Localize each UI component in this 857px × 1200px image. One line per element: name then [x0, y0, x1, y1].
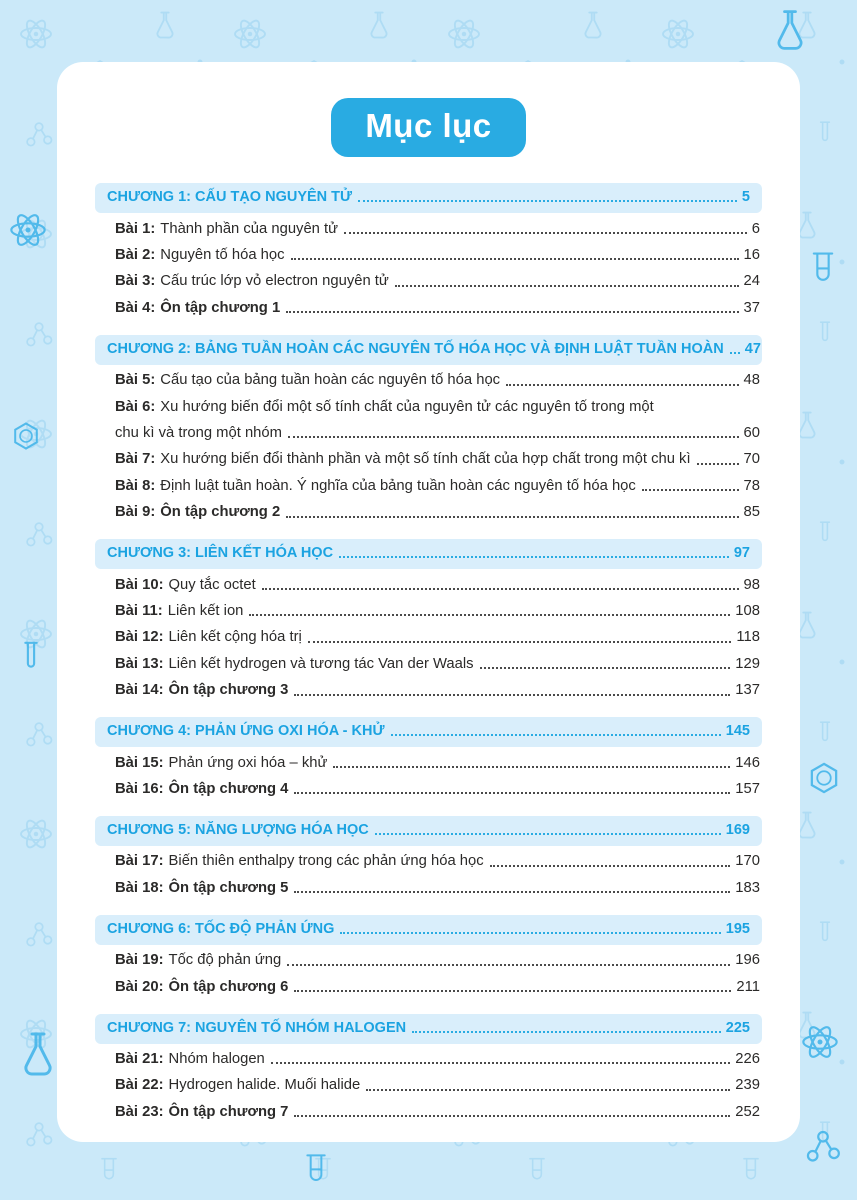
- dot-leader: [697, 463, 739, 465]
- chapter-page-number: 169: [725, 821, 750, 838]
- toc-lesson-row: [95, 572, 762, 598]
- dot-leader: [271, 1062, 731, 1064]
- dot-leader: [366, 1089, 730, 1091]
- lesson-page-number: 146: [735, 754, 760, 771]
- toc-lesson-row: [95, 269, 762, 295]
- toc-lesson-row: [95, 500, 762, 526]
- chapter-lessons: [95, 750, 762, 803]
- chapter-title: CHƯƠNG 6: TỐC ĐỘ PHẢN ỨNG: [107, 920, 335, 937]
- toc-chapter: [95, 915, 762, 1001]
- chapter-lessons: [95, 216, 762, 322]
- dot-leader: [339, 556, 729, 558]
- dot-leader: [391, 734, 721, 736]
- toc-lesson-row: [95, 295, 762, 321]
- lesson-page-number: 108: [735, 602, 760, 619]
- toc-lesson-row: [95, 875, 762, 901]
- lesson-page-number: 170: [735, 853, 760, 870]
- toc-lesson-row: [95, 242, 762, 268]
- toc-lesson-row-continuation: [95, 420, 762, 446]
- lesson-page-number: 6: [751, 220, 760, 237]
- page-title: Mục lục: [331, 98, 525, 157]
- toc-lesson-row: [95, 777, 762, 803]
- chapter-page-number: 225: [725, 1019, 750, 1036]
- lesson-title: Phản ứng oxi hóa – khử: [168, 754, 328, 771]
- lesson-title: Liên kết cộng hóa trị: [168, 629, 302, 646]
- chapter-title: CHƯƠNG 3: LIÊN KẾT HÓA HỌC: [107, 545, 334, 562]
- lesson-page-number: 78: [743, 477, 760, 494]
- lesson-title: Tốc độ phản ứng: [168, 952, 282, 969]
- lesson-title: chu kì và trong một nhóm: [115, 424, 282, 441]
- dot-leader: [294, 891, 730, 893]
- lesson-page-number: 226: [735, 1051, 760, 1068]
- toc-lesson-row: [95, 216, 762, 242]
- lesson-number: Bài 9:: [115, 504, 156, 521]
- dot-leader: [506, 384, 738, 386]
- chapter-page-number: 5: [741, 189, 750, 205]
- lesson-title: Xu hướng biến đổi thành phần và một số tính chất của hợp chất trong một chu kì: [160, 451, 691, 468]
- toc-lesson-row: [95, 447, 762, 473]
- chapter-page-number: 195: [725, 920, 750, 937]
- dot-leader: [308, 641, 732, 643]
- lesson-page-number: 70: [743, 451, 760, 468]
- lesson-title: Ôn tập chương 4: [168, 781, 289, 797]
- toc-lesson-row: [95, 625, 762, 651]
- chapter-heading-row: [95, 816, 762, 846]
- lesson-number: Bài 5:: [115, 372, 156, 389]
- dot-leader: [294, 1115, 730, 1117]
- lesson-page-number: 157: [735, 781, 760, 797]
- lesson-number: Bài 18:: [115, 879, 164, 896]
- lesson-number: Bài 21:: [115, 1051, 164, 1068]
- toc-lesson-row: [95, 1073, 762, 1099]
- lesson-title: Hydrogen halide. Muối halide: [168, 1077, 361, 1094]
- dot-leader: [249, 614, 730, 616]
- dot-leader: [375, 833, 721, 835]
- lesson-page-number: 98: [743, 576, 760, 593]
- lesson-title: Ôn tập chương 2: [160, 504, 281, 521]
- lesson-number: Bài 20:: [115, 978, 164, 995]
- lesson-number: Bài 13:: [115, 655, 164, 672]
- dot-leader: [286, 516, 738, 518]
- chapter-lessons: [95, 368, 762, 526]
- lesson-title: Liên kết ion: [167, 602, 244, 619]
- dot-leader: [344, 232, 747, 234]
- lesson-number: Bài 4:: [115, 299, 156, 316]
- lesson-number: Bài 14:: [115, 682, 164, 699]
- dot-leader: [262, 588, 739, 590]
- lesson-title: Xu hướng biến đổi một số tính chất của nguyên tử các nguyên tố trong một: [160, 398, 654, 415]
- chapter-page-number: 47: [744, 340, 761, 357]
- chapter-title: CHƯƠNG 4: PHẢN ỨNG OXI HÓA - KHỬ: [107, 723, 385, 740]
- dot-leader: [287, 964, 730, 966]
- lesson-page-number: 211: [736, 978, 760, 995]
- dot-leader: [333, 766, 730, 768]
- dot-leader: [340, 932, 720, 934]
- chapter-title: CHƯƠNG 1: CẤU TẠO NGUYÊN TỬ: [107, 189, 353, 205]
- dot-leader: [490, 865, 731, 867]
- lesson-page-number: 137: [735, 682, 760, 699]
- toc-lesson-row: [95, 678, 762, 704]
- lesson-title: Cấu tạo của bảng tuần hoàn các nguyên tố hóa học: [160, 372, 501, 389]
- lesson-page-number: 60: [743, 424, 760, 441]
- lesson-title: Định luật tuần hoàn. Ý nghĩa của bảng tuần hoàn các nguyên tố hóa học: [160, 477, 636, 494]
- lesson-number: Bài 6:: [115, 398, 156, 415]
- toc-lesson-row: [95, 974, 762, 1000]
- lesson-page-number: 16: [743, 246, 760, 263]
- lesson-title: Ôn tập chương 3: [168, 682, 289, 699]
- dot-leader: [730, 352, 740, 354]
- lesson-number: Bài 23:: [115, 1103, 164, 1120]
- toc-chapter: [95, 539, 762, 704]
- chapter-lessons: [95, 849, 762, 902]
- dot-leader: [288, 436, 739, 438]
- chapter-heading-row: [95, 1014, 762, 1044]
- lesson-page-number: 196: [735, 952, 760, 969]
- lesson-title: Cấu trúc lớp vỏ electron nguyên tử: [160, 273, 389, 290]
- lesson-title: Liên kết hydrogen và tương tác Van der Waals: [168, 655, 474, 672]
- lesson-page-number: 118: [736, 629, 760, 646]
- toc-lesson-row: [95, 1099, 762, 1125]
- lesson-title: Nhóm halogen: [168, 1051, 265, 1068]
- lesson-number: Bài 17:: [115, 853, 164, 870]
- chapter-page-number: 97: [733, 545, 750, 562]
- lesson-title: Ôn tập chương 5: [168, 879, 289, 896]
- chapter-title: CHƯƠNG 2: BẢNG TUẦN HOÀN CÁC NGUYÊN TỐ HÓA HỌC VÀ ĐỊNH LUẬT TUẦN HOÀN: [107, 340, 724, 357]
- lesson-number: Bài 2:: [115, 246, 156, 263]
- dot-leader: [358, 200, 737, 202]
- lesson-number: Bài 19:: [115, 952, 164, 969]
- lesson-title: Nguyên tố hóa học: [160, 246, 285, 263]
- toc-panel: [57, 62, 800, 1142]
- lesson-number: Bài 8:: [115, 477, 156, 494]
- dot-leader: [395, 285, 739, 287]
- lesson-number: Bài 15:: [115, 754, 164, 771]
- lesson-number: Bài 3:: [115, 273, 156, 290]
- lesson-title: Ôn tập chương 7: [168, 1103, 289, 1120]
- toc-lesson-row: [95, 598, 762, 624]
- chapter-lessons: [95, 572, 762, 704]
- toc-chapter: [95, 335, 762, 526]
- lesson-page-number: 183: [735, 879, 760, 896]
- chapter-lessons: [95, 1047, 762, 1126]
- lesson-page-number: 24: [743, 273, 760, 290]
- toc-lesson-row: [95, 651, 762, 677]
- lesson-number: Bài 10:: [115, 576, 164, 593]
- chapter-heading-row: [95, 335, 762, 365]
- dot-leader: [286, 311, 738, 313]
- lesson-number: Bài 12:: [115, 629, 164, 646]
- toc-lesson-row: [95, 849, 762, 875]
- lesson-page-number: 129: [735, 655, 760, 672]
- lesson-page-number: 252: [735, 1103, 760, 1120]
- lesson-page-number: 48: [743, 372, 760, 389]
- chapter-title: CHƯƠNG 5: NĂNG LƯỢNG HÓA HỌC: [107, 821, 369, 838]
- toc-lesson-row: [95, 394, 762, 420]
- lesson-page-number: 85: [743, 504, 760, 521]
- lesson-number: Bài 16:: [115, 781, 164, 797]
- toc-chapter: [95, 717, 762, 803]
- toc-lesson-row: [95, 368, 762, 394]
- lesson-title: Biến thiên enthalpy trong các phản ứng hóa học: [168, 853, 484, 870]
- toc-list: [95, 183, 762, 1126]
- toc-chapter: [95, 183, 762, 322]
- chapter-heading-row: [95, 915, 762, 945]
- lesson-page-number: 37: [743, 299, 760, 316]
- lesson-number: Bài 1:: [115, 220, 156, 237]
- lesson-number: Bài 11:: [115, 602, 163, 619]
- dot-leader: [294, 694, 730, 696]
- toc-chapter: [95, 816, 762, 902]
- toc-chapter: [95, 1014, 762, 1126]
- dot-leader: [294, 792, 730, 794]
- toc-lesson-row: [95, 948, 762, 974]
- dot-leader: [294, 990, 731, 992]
- dot-leader: [480, 667, 731, 669]
- chapter-lessons: [95, 948, 762, 1001]
- lesson-number: Bài 22:: [115, 1077, 164, 1094]
- dot-leader: [412, 1031, 721, 1033]
- chapter-heading-row: [95, 183, 762, 213]
- toc-lesson-row: [95, 750, 762, 776]
- dot-leader: [642, 489, 739, 491]
- lesson-title: Quy tắc octet: [168, 576, 256, 593]
- lesson-number: Bài 7:: [115, 451, 156, 468]
- dot-leader: [291, 258, 739, 260]
- chapter-page-number: 145: [725, 723, 750, 740]
- lesson-title: Ôn tập chương 6: [168, 978, 289, 995]
- lesson-title: Thành phần của nguyên tử: [160, 220, 339, 237]
- chapter-heading-row: [95, 717, 762, 747]
- chapter-title: CHƯƠNG 7: NGUYÊN TỐ NHÓM HALOGEN: [107, 1019, 407, 1036]
- chapter-heading-row: [95, 539, 762, 569]
- lesson-title: Ôn tập chương 1: [160, 299, 281, 316]
- toc-lesson-row: [95, 1047, 762, 1073]
- lesson-page-number: 239: [735, 1077, 760, 1094]
- toc-lesson-row: [95, 473, 762, 499]
